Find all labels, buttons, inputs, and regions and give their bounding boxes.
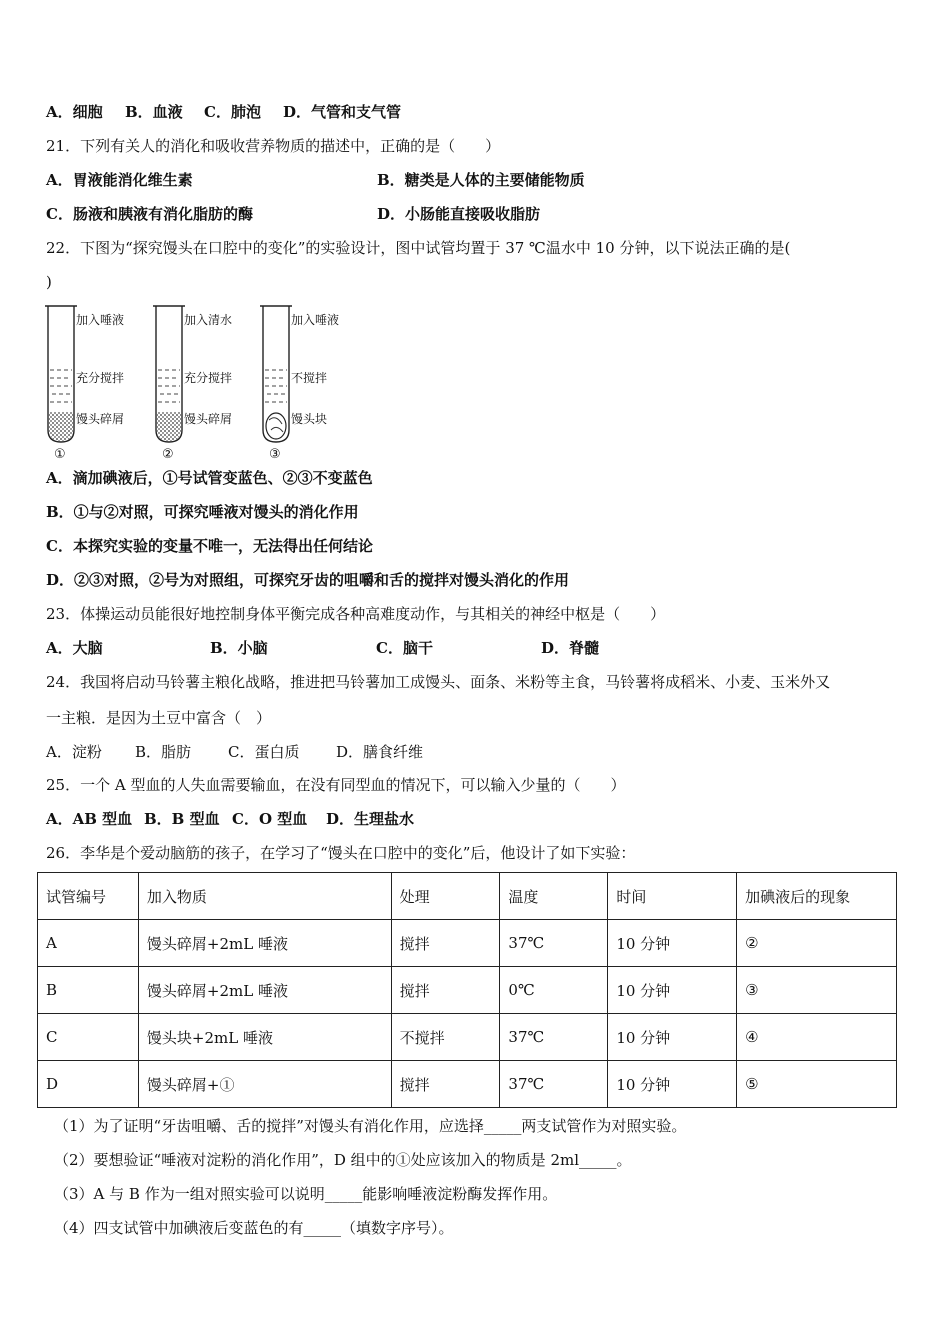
table-header: 时间 <box>608 873 737 920</box>
test-tube-2 <box>153 306 185 442</box>
q23-option-c: C．脑干 <box>376 639 433 657</box>
tube2-label-bottom: 馒头碎屑 <box>184 412 233 426</box>
q25-option-b: B．B 型血 <box>144 810 220 828</box>
q25-option-c: C．O 型血 <box>232 810 308 828</box>
q24-stem-line2: 一主粮．是因为土豆中富含（ ） <box>46 709 272 727</box>
tube2-label-mid: 充分搅拌 <box>184 371 233 385</box>
table-cell: 搅拌 <box>391 920 500 967</box>
bread-chunk <box>266 413 286 439</box>
table-cell: B <box>38 967 139 1014</box>
table-cell: 37℃ <box>500 920 608 967</box>
q22-stem-line2: ) <box>46 273 52 291</box>
q22-stem-line1: 22．下图为“探究馒头在口腔中的变化”的实验设计，图中试管均置于 37 ℃温水中 10 分钟，以下说法正确的是( <box>46 239 791 257</box>
q25-stem: 25．一个 A 型血的人失血需要输血，在没有同型血的情况下，可以输入少量的（ ） <box>46 776 626 794</box>
table-cell: 搅拌 <box>391 1061 500 1108</box>
tube1-label-top: 加入唾液 <box>76 313 125 327</box>
table-cell: D <box>38 1061 139 1108</box>
table-cell: 馒头块+2mL 唾液 <box>138 1014 391 1061</box>
q20-option-d: D．气管和支气管 <box>283 103 402 121</box>
q20-option-b: B．血液 <box>125 103 183 121</box>
table-cell: 37℃ <box>500 1014 608 1061</box>
table-cell: A <box>38 920 139 967</box>
table-cell: 10 分钟 <box>608 1061 737 1108</box>
test-tube-1 <box>45 306 77 442</box>
q24-stem-line1: 24．我国将启动马铃薯主粮化战略，推进把马铃薯加工成馒头、面条、米粉等主食，马铃薯将成稻米、小麦、玉米外又 <box>46 673 831 691</box>
tube2-label-top: 加入清水 <box>184 313 233 327</box>
q21-option-a: A．胃液能消化维生素 <box>46 171 193 189</box>
table-header: 加入物质 <box>138 873 391 920</box>
q24-option-a: A．淀粉 <box>46 743 102 761</box>
q20-option-c: C．肺泡 <box>204 103 261 121</box>
tube1-label-bottom: 馒头碎屑 <box>76 412 125 426</box>
q23-option-a: A．大脑 <box>46 639 103 657</box>
q26-sub2: （2）要想验证“唾液对淀粉的消化作用”，D 组中的①处应该加入的物质是 2ml_____。 <box>54 1151 632 1169</box>
table-cell: 不搅拌 <box>391 1014 500 1061</box>
table-cell: 37℃ <box>500 1061 608 1108</box>
tube3-label-mid: 不搅拌 <box>291 371 328 385</box>
q26-sub3: （3）A 与 B 作为一组对照实验可以说明_____能影响唾液淀粉酶发挥作用。 <box>54 1185 558 1203</box>
table-cell: 馒头碎屑+① <box>138 1061 391 1108</box>
table-cell: 搅拌 <box>391 967 500 1014</box>
q22-option-d: D．②③对照，②号为对照组，可探究牙齿的咀嚼和舌的搅拌对馒头消化的作用 <box>46 571 570 589</box>
tube3-label-bottom: 馒头块 <box>291 412 328 426</box>
q26-sub4: （4）四支试管中加碘液后变蓝色的有_____（填数字序号）。 <box>54 1219 454 1237</box>
table-cell: ② <box>737 920 897 967</box>
q23-option-d: D．脊髓 <box>541 639 600 657</box>
table-cell: 10 分钟 <box>608 1014 737 1061</box>
q23-option-b: B．小脑 <box>210 639 268 657</box>
q21-stem: 21．下列有关人的消化和吸收营养物质的描述中，正确的是（ ） <box>46 137 501 155</box>
table-cell: 0℃ <box>500 967 608 1014</box>
table-cell: 10 分钟 <box>608 920 737 967</box>
test-tube-3 <box>260 306 292 442</box>
q23-stem: 23．体操运动员能很好地控制身体平衡完成各种高难度动作，与其相关的神经中枢是（ ） <box>46 605 666 623</box>
table-row <box>38 920 897 967</box>
table-cell: 馒头碎屑+2mL 唾液 <box>138 920 391 967</box>
q21-option-c: C．肠液和胰液有消化脂肪的酶 <box>46 205 253 223</box>
test-tube-figure <box>40 302 360 462</box>
table-header: 加碘液后的现象 <box>737 873 897 920</box>
tube3-label-top: 加入唾液 <box>291 313 340 327</box>
experiment-table <box>37 872 897 1108</box>
q26-stem: 26．李华是个爱动脑筋的孩子，在学习了“馒头在口腔中的变化”后，他设计了如下实验： <box>46 844 636 862</box>
table-row <box>38 1061 897 1108</box>
tube2-number: ② <box>162 447 174 462</box>
q24-option-d: D．膳食纤维 <box>336 743 424 761</box>
table-cell: ④ <box>737 1014 897 1061</box>
tube1-label-mid: 充分搅拌 <box>76 371 125 385</box>
q24-option-c: C．蛋白质 <box>228 743 300 761</box>
table-header: 试管编号 <box>38 873 139 920</box>
table-row <box>38 1014 897 1061</box>
q21-option-b: B．糖类是人体的主要储能物质 <box>377 171 585 189</box>
table-cell: 10 分钟 <box>608 967 737 1014</box>
q21-option-d: D．小肠能直接吸收脂肪 <box>377 205 541 223</box>
q22-option-a: A．滴加碘液后，①号试管变蓝色、②③不变蓝色 <box>46 469 373 487</box>
table-cell: ③ <box>737 967 897 1014</box>
table-cell: 馒头碎屑+2mL 唾液 <box>138 967 391 1014</box>
table-cell: C <box>38 1014 139 1061</box>
q25-option-a: A．AB 型血 <box>46 810 133 828</box>
q24-option-b: B．脂肪 <box>135 743 192 761</box>
table-header: 温度 <box>500 873 608 920</box>
q25-option-d: D．生理盐水 <box>326 810 415 828</box>
table-row <box>38 967 897 1014</box>
q22-option-c: C．本探究实验的变量不唯一，无法得出任何结论 <box>46 537 373 555</box>
q22-option-b: B．①与②对照，可探究唾液对馒头的消化作用 <box>46 503 359 521</box>
table-header: 处理 <box>391 873 500 920</box>
q26-sub1: （1）为了证明“牙齿咀嚼、舌的搅拌”对馒头有消化作用，应选择_____两支试管作为对照实验。 <box>54 1117 687 1135</box>
q20-option-a: A．细胞 <box>46 103 103 121</box>
tube1-number: ① <box>54 447 66 462</box>
tube3-number: ③ <box>269 447 281 462</box>
table-header-row <box>38 873 897 920</box>
table-cell: ⑤ <box>737 1061 897 1108</box>
